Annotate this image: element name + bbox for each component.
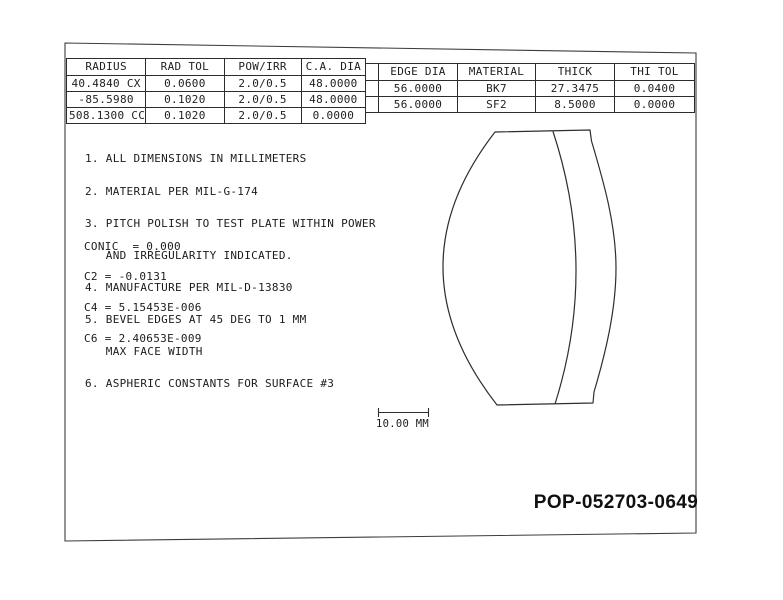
table-cell: 2.0/0.5 [224,92,301,108]
lens-outline [443,130,616,405]
table-connector-lines [364,64,379,113]
table-cell: 0.1020 [146,92,224,108]
table-cell: -85.5980 [67,92,146,108]
table-row [379,81,695,97]
table-header-cell: MATERIAL [458,64,536,81]
table-cell: 0.0000 [615,97,695,113]
cement-interface-line [553,132,576,405]
note-line: 5. BEVEL EDGES AT 45 DEG TO 1 MM [85,312,307,326]
table-cell: 0.0600 [146,76,224,92]
table-header-cell: THICK [536,64,615,81]
table-cell: 40.4840 CX [67,76,146,92]
table-header-cell: POW/IRR [224,59,301,76]
scale-bar-label: 10.00 MM [376,418,429,430]
element-table-header-row [379,64,695,81]
note-line: 6. ASPHERIC CONSTANTS FOR SURFACE #3 [85,377,335,391]
table-header-cell: RADIUS [67,59,146,76]
table-cell: 2.0/0.5 [224,108,301,124]
constant-line: CONIC = 0.000 [84,239,181,253]
note-line: 4. MANUFACTURE PER MIL-D-13830 [85,280,293,294]
surface-spec-table [66,58,366,124]
scale-bar [378,408,429,417]
table-cell: SF2 [458,97,536,113]
part-number: POP-052703-0649 [533,492,699,513]
table-row [379,97,695,113]
table-header-cell: THI TOL [615,64,695,81]
aspheric-constants [84,221,202,355]
table-header-cell: C.A. DIA [301,59,365,76]
table-cell: 48.0000 [301,92,365,108]
constant-line: C4 = 5.15453E-006 [84,301,202,315]
constant-line: C2 = -0.0131 [84,270,168,284]
table-cell: BK7 [458,81,536,97]
table-row [67,76,366,92]
table-header-cell: EDGE DIA [379,64,458,81]
element-spec-table [378,63,695,113]
surface-table-header-row [67,59,366,76]
table-row [67,92,366,108]
note-line: 1. ALL DIMENSIONS IN MILLIMETERS [85,152,307,166]
table-cell: 27.3475 [536,81,615,97]
note-line: 2. MATERIAL PER MIL-G-174 [85,184,259,198]
table-cell: 2.0/0.5 [224,76,301,92]
note-line: 3. PITCH POLISH TO TEST PLATE WITHIN POWER [85,216,376,230]
table-cell: 8.5000 [536,97,615,113]
table-row [67,108,366,124]
note-line: MAX FACE WIDTH [85,345,203,359]
table-cell: 508.1300 CC [67,108,146,124]
note-line: AND IRREGULARITY INDICATED. [85,248,293,262]
table-cell: 48.0000 [301,76,365,92]
table-cell: 0.0000 [301,108,365,124]
table-header-cell: RAD TOL [146,59,224,76]
table-cell: 0.1020 [146,108,224,124]
table-cell: 56.0000 [379,97,458,113]
table-cell: 56.0000 [379,81,458,97]
table-cell: 0.0400 [615,81,695,97]
constant-line: C6 = 2.40653E-009 [84,332,202,346]
